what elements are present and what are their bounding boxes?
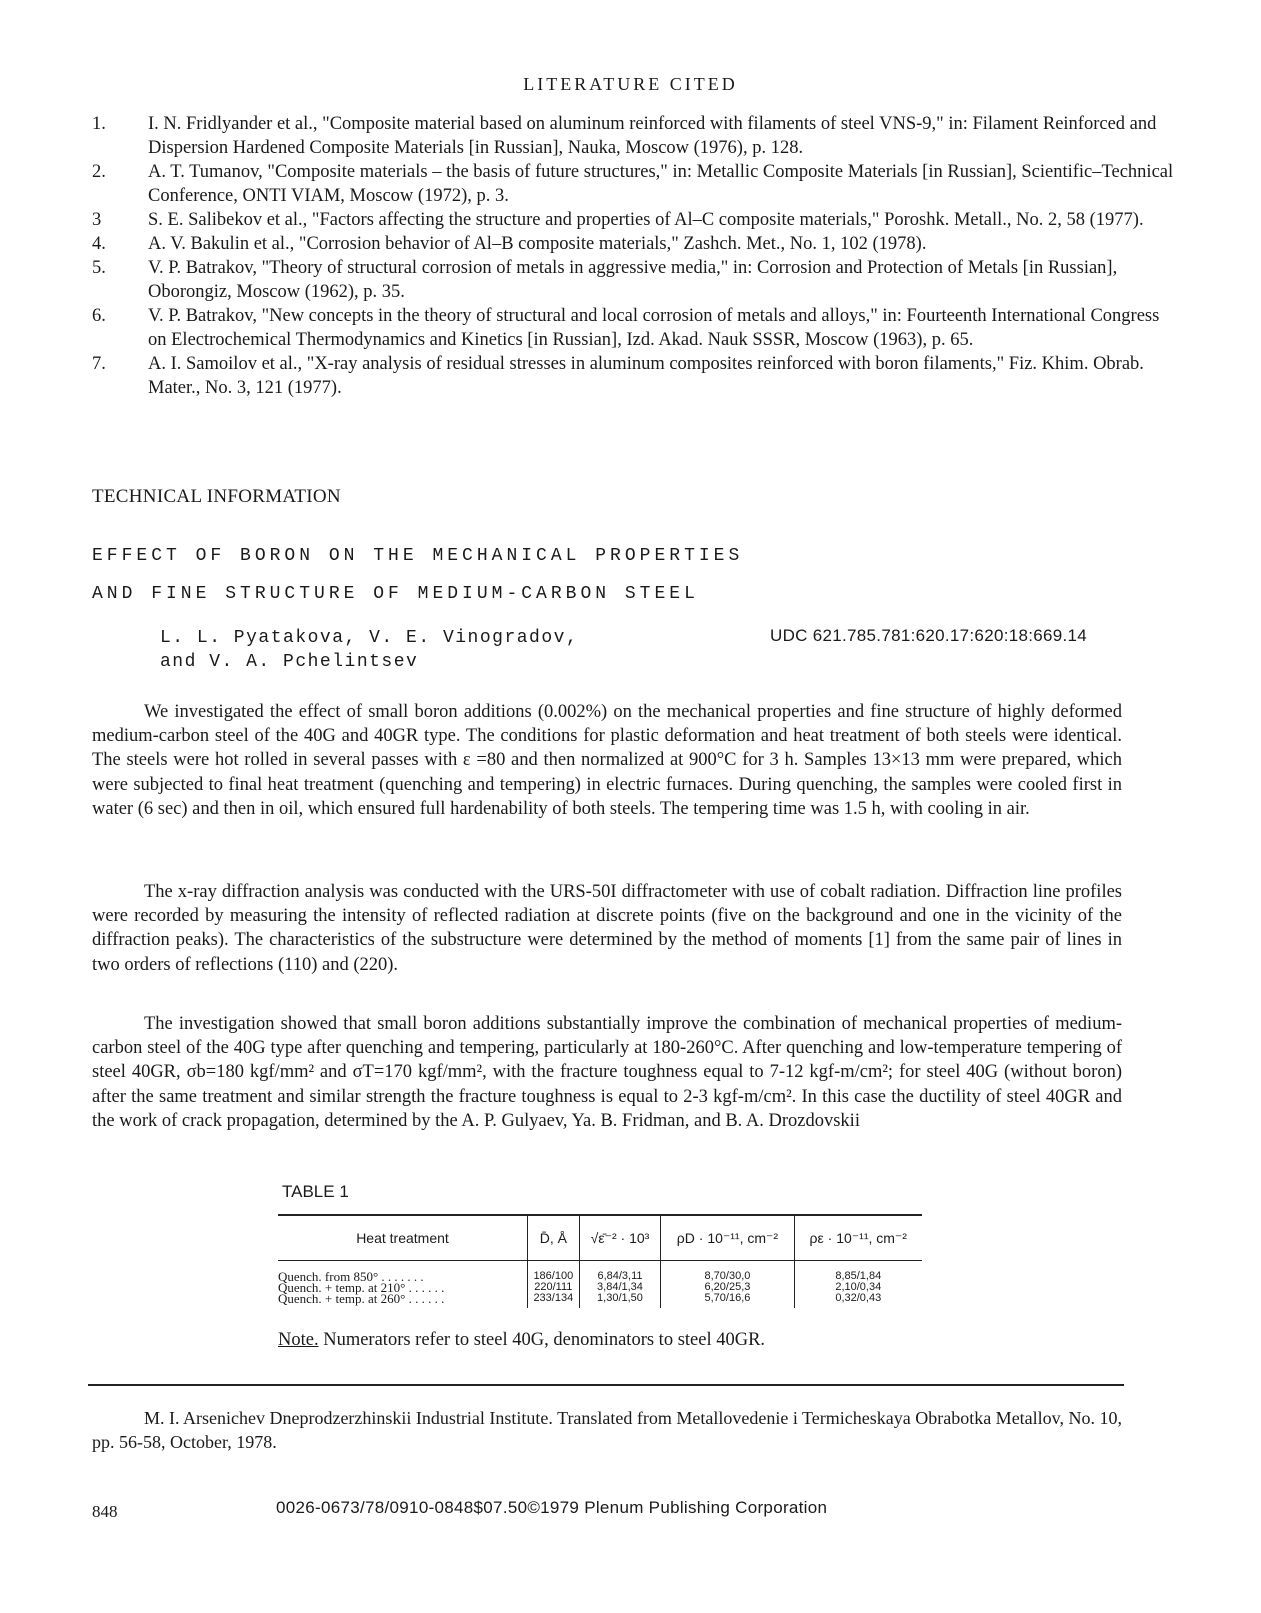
footnote-divider [88, 1384, 1124, 1386]
table-cell [794, 1261, 922, 1309]
table-cell-treatment [278, 1261, 528, 1309]
reference-number: 1. [92, 114, 106, 134]
reference-item [92, 160, 1182, 208]
reference-item [92, 232, 1182, 256]
literature-cited-heading: LITERATURE CITED [523, 74, 738, 94]
cell-value: 1,30/1,50 [597, 1292, 643, 1304]
reference-text: V. P. Batrakov, "New concepts in the theory of structural and local corrosion of metals and alloys," in: Fourteenth International Congress on Electrochemical Thermodynamics and Kinetics [in Russian], Izd. Akad. Nauk SSSR, Moscow (1963), p. 65. [148, 306, 1160, 350]
reference-text: A. I. Samoilov et al., "X-ray analysis of residual stresses in aluminum composites reinforced with boron filaments," Fiz. Khim. Obrab. Mater., No. 3, 121 (1977). [148, 354, 1144, 398]
note-label: Note. [278, 1330, 319, 1350]
page-number: 848 [92, 1502, 118, 1521]
note-text: Numerators refer to steel 40G, denominators to steel 40GR. [323, 1330, 766, 1350]
reference-item [92, 304, 1182, 352]
table-header-cell: Heat treatment [278, 1215, 528, 1261]
cell-value: 0,32/0,43 [835, 1292, 882, 1304]
cell-value: 6,20/25,3 [704, 1281, 751, 1293]
treatment-line: Quench. from 850° . . . . . . . [278, 1269, 424, 1284]
table-header-cell: ρD · 10⁻¹¹, cm⁻² [661, 1215, 794, 1261]
footnote: M. I. Arsenichev Dneprodzerzhinskii Industrial Institute. Translated from Metallovedenie i Termicheskaya Obrabotka Metallov, No. 10, pp. 56-58, October, 1978. [92, 1408, 1123, 1452]
cell-value: 233/134 [533, 1292, 574, 1304]
reference-number: 6. [92, 306, 106, 326]
table-header-cell: √ε̄⁻² · 10³ [579, 1215, 661, 1261]
treatment-line: Quench. + temp. at 260° . . . . . . [278, 1291, 445, 1306]
reference-item [92, 112, 1182, 160]
reference-item [92, 352, 1182, 400]
cell-value: 3,84/1,34 [597, 1281, 643, 1293]
table-row [278, 1261, 922, 1309]
reference-text: V. P. Batrakov, "Theory of structural corrosion of metals in aggressive media," in: Corrosion and Protection of Metals [in Russian], Oborongiz, Moscow (1962), p. 35. [148, 258, 1118, 302]
cell-value: 220/111 [534, 1281, 573, 1293]
reference-number: 4. [92, 234, 106, 254]
article-title-line-1: EFFECT OF BORON ON THE MECHANICAL PROPERTIES [92, 546, 744, 566]
body-paragraph: The investigation showed that small boron additions substantially improve the combination of mechanical properties of medium-carbon steel of the 40G type after quenching and tempering, particularly at 180-260°C. After quenching and low-temperature tempering of steel 40GR, σb=180 kgf/mm² and σT=170 kgf/mm², with the fracture toughness equal to 7-12 kgf-m/cm²; for steel 40G (without boron) after the same treatment and similar strength the fracture toughness is equal to 2-3 kgf-m/cm². In this case the ductility of steel 40GR and the work of crack propagation, determined by the A. P. Gulyaev, Ya. B. Fridman, and B. A. Drozdovskii [92, 1014, 1122, 1131]
cell-value: 6,84/3,11 [597, 1270, 643, 1282]
author-list [160, 626, 578, 674]
reference-item [92, 256, 1182, 304]
section-heading: TECHNICAL INFORMATION [92, 486, 341, 507]
article-title-line-2: AND FINE STRUCTURE OF MEDIUM-CARBON STEEL [92, 584, 699, 604]
table-cell [579, 1261, 661, 1309]
reference-list [92, 112, 1182, 400]
reference-number: 3 [92, 210, 102, 230]
udc-classification: UDC 621.785.781:620.17:620:18:669.14 [770, 626, 1088, 645]
cell-value: 5,70/16,6 [704, 1292, 751, 1304]
reference-text: A. T. Tumanov, "Composite materials – the basis of future structures," in: Metallic Composite Materials [in Russian], Scientific–Technical Conference, ONTI VIAM, Moscow (1972), p. 3. [148, 162, 1174, 206]
table-note [278, 1330, 765, 1351]
reference-number: 2. [92, 162, 106, 182]
authors-line-1: L. L. Pyatakova, V. E. Vinogradov, [160, 628, 579, 648]
reference-number: 7. [92, 354, 106, 374]
reference-number: 5. [92, 258, 106, 278]
copyright-line: 0026-0673/78/0910-0848$07.50©1979 Plenum Publishing Corporation [276, 1498, 828, 1517]
body-paragraph: We investigated the effect of small boron additions (0.002%) on the mechanical properties and fine structure of highly deformed medium-carbon steel of the 40G and 40GR type. The conditions for plastic deformation and heat treatment of both steels were identical. The steels were hot rolled in several passes with ε =80 and then normalized at 900°C for 3 h. Samples 13×13 mm were prepared, which were subjected to final heat treatment (quenching and tempering) in electric furnaces. During quenching, the samples were cooled first in water (6 sec) and then in oil, which ensured full hardenability of both steels. The tempering time was 1.5 h, with cooling in air. [92, 702, 1122, 819]
table-header-cell: D̄, Å [528, 1215, 580, 1261]
table-header-row [278, 1215, 922, 1261]
reference-item [92, 208, 1182, 232]
cell-value: 8,70/30,0 [704, 1270, 751, 1282]
cell-value: 8,85/1,84 [835, 1270, 882, 1282]
table-cell [661, 1261, 794, 1309]
reference-text: A. V. Bakulin et al., "Corrosion behavior of Al–B composite materials," Zashch. Met., No. 1, 102 (1978). [148, 234, 927, 254]
treatment-line: Quench. + temp. at 210° . . . . . . [278, 1280, 445, 1295]
cell-value: 2,10/0,34 [835, 1281, 882, 1293]
reference-text: I. N. Fridlyander et al., "Composite material based on aluminum reinforced with filaments of steel VNS-9," in: Filament Reinforced and Dispersion Hardened Composite Materials [in Russian], Nauka, Moscow (1976), p. 128. [148, 114, 1157, 158]
cell-value: 186/100 [533, 1270, 574, 1282]
authors-line-2: and V. A. Pchelintsev [160, 652, 419, 672]
table-label: TABLE 1 [282, 1182, 349, 1201]
data-table [278, 1214, 922, 1308]
table-header-cell: ρε · 10⁻¹¹, cm⁻² [794, 1215, 922, 1261]
reference-text: S. E. Salibekov et al., "Factors affecting the structure and properties of Al–C composite materials," Poroshk. Metall., No. 2, 58 (1977). [148, 210, 1144, 230]
table-cell [528, 1261, 580, 1309]
body-paragraph: The x-ray diffraction analysis was conducted with the URS-50I diffractometer with use of cobalt radiation. Diffraction line profiles were recorded by measuring the intensity of reflected radiation at discrete points (five on the background and one in the vicinity of the diffraction peaks). The characteristics of the substructure were determined by the method of moments [1] from the same pair of lines in two orders of reflections (110) and (220). [92, 882, 1122, 975]
